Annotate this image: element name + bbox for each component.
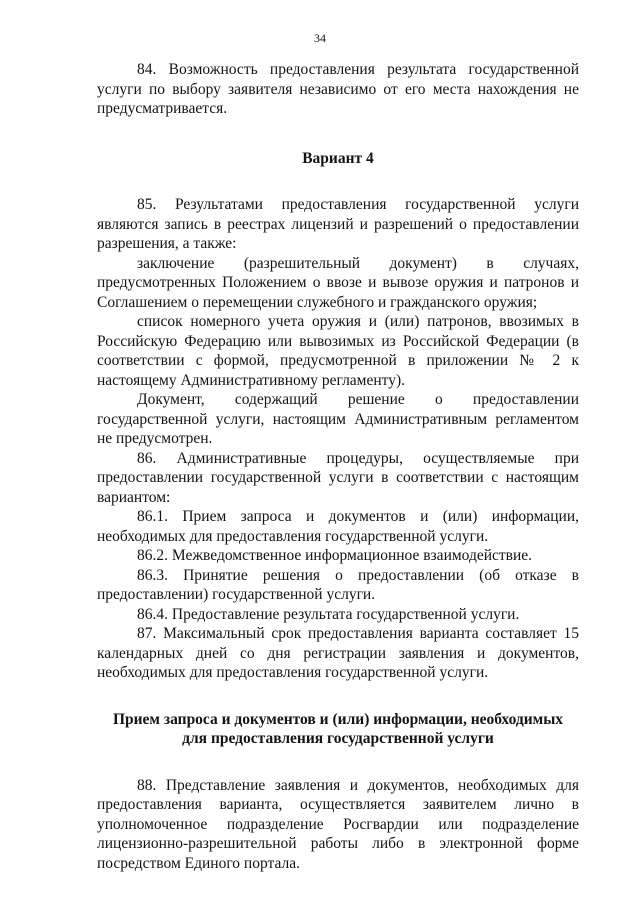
paragraph-87: 87. Максимальный срок предоставления варианта составляет 15 календарных дней со дня регистрации заявления и документов, необходимых для предоставления государственной услуги. [97, 625, 579, 681]
paragraph-86-4: 86.4. Предоставление результата государственной услуги. [137, 605, 520, 623]
paragraph-decision-document: Документ, содержащий решение о предоставлении государственной услуги, настоящим Административным регламентом не предусмотрен. [97, 391, 579, 447]
paragraph-86: 86. Административные процедуры, осуществляемые при предоставлении государственной услуги в соответствии с настоящим вариантом: [97, 449, 579, 506]
paragraph-88: 88. Представление заявления и документов, необходимых для предоставления варианта, осуществляется заявителем лично в уполномоченное подразделение Росгвардии или подразделение лицензионно-разрешительной работы либо в электронной форме посредством Единого портала. [97, 776, 579, 872]
section-heading-line-1: Прием запроса и документов и (или) информации, необходимых [112, 710, 564, 728]
section-heading-line-2: для предоставления государственной услуги [182, 730, 494, 747]
paragraph-84: 84. Возможность предоставления результата государственной услуги по выбору заявителя независимо от его места нахождения не предусматривается. [97, 61, 579, 117]
paragraph-86-3: 86.3. Принятие решения о предоставлении (об отказе в предоставлении) государственной услуги. [97, 566, 579, 603]
paragraph-conclusion: заключение (разрешительный документ) в случаях, предусмотренных Положением о ввозе и вывозе оружия и патронов и Соглашением о перемещении служебного и гражданского оружия; [97, 254, 579, 311]
paragraph-weapon-list: список номерного учета оружия и (или) патронов, ввозимых в Российскую Федерацию или вывозимых из Российской Федерации (в соответствии с формой, предусмотренной в приложении № 2 к настоящему Административному регламенту). [97, 313, 579, 389]
paragraph-86-2: 86.2. Межведомственное информационное взаимодействие. [137, 547, 533, 564]
page-number: 34 [314, 31, 326, 45]
variant-heading: Вариант 4 [302, 149, 374, 167]
page-content [97, 60, 579, 873]
paragraph-86-1: 86.1. Прием запроса и документов и (или) информации, необходимых для предоставления государственной услуги. [97, 508, 579, 545]
paragraph-85: 85. Результатами предоставления государственной услуги являются запись в реестрах лицензий и разрешений о предоставлении разрешения, а также: [97, 196, 579, 252]
